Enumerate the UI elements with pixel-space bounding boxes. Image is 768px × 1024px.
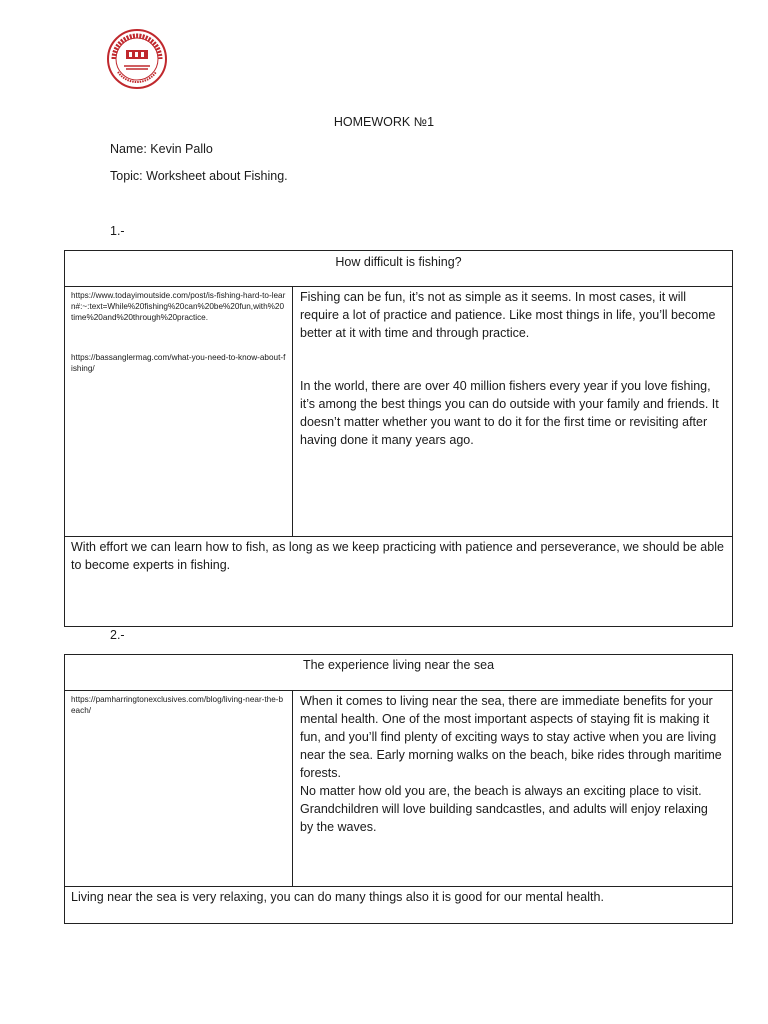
paragraph: No matter how old you are, the beach is always an exciting place to visit. Grandchildren will love building sandcastles, and adults will enjoy relaxing by the waves. <box>300 784 708 834</box>
university-seal-logo <box>106 28 168 90</box>
section-1-sources <box>65 287 293 537</box>
source-link[interactable]: https://www.todayimoutside.com/post/is-fishing-hard-to-learn#:~:text=While%20fishing%20can%20be%20fun,with%20time%20and%20through%20practice. <box>71 291 286 322</box>
source-link[interactable]: https://bassanglermag.com/what-you-need-to-know-about-fishing/ <box>71 353 286 373</box>
section-1-content <box>293 287 733 537</box>
section-2-conclusion: Living near the sea is very relaxing, you can do many things also it is good for our mental health. <box>65 887 733 924</box>
source-link[interactable]: https://pamharringtonexclusives.com/blog/living-near-the-beach/ <box>71 695 284 715</box>
topic-line: Topic: Worksheet about Fishing. <box>110 169 288 183</box>
section-2-sources <box>65 691 293 887</box>
student-name: Name: Kevin Pallo <box>110 142 213 156</box>
paragraph: In the world, there are over 40 million fishers every year if you love fishing, it’s among the best things you can do outside with your family and friends. It doesn’t matter whether you want to do it for the first time or revisiting after having done it many years ago. <box>300 379 719 447</box>
section-2-table <box>64 654 733 924</box>
document-title: HOMEWORK №1 <box>333 115 435 129</box>
section-1-heading: How difficult is fishing? <box>65 251 733 287</box>
section-1-number: 1.- <box>110 224 125 238</box>
section-2-heading: The experience living near the sea <box>65 655 733 691</box>
section-1-conclusion: With effort we can learn how to fish, as long as we keep practicing with patience and perseverance, we should be able to become experts in fishing. <box>65 537 733 627</box>
section-1-table <box>64 250 733 627</box>
paragraph: Fishing can be fun, it’s not as simple as it seems. In most cases, it will require a lot of practice and patience. Like most things in life, you’ll become better at it with time and through practice. <box>300 290 716 340</box>
section-2-number: 2.- <box>110 628 125 642</box>
section-2-content <box>293 691 733 887</box>
paragraph: When it comes to living near the sea, there are immediate benefits for your mental health. One of the most important aspects of staying fit is making it fun, and you’ll find plenty of exciting ways to stay active when you are living near the sea. Early morning walks on the beach, bike rides through maritime forests. <box>300 694 722 780</box>
